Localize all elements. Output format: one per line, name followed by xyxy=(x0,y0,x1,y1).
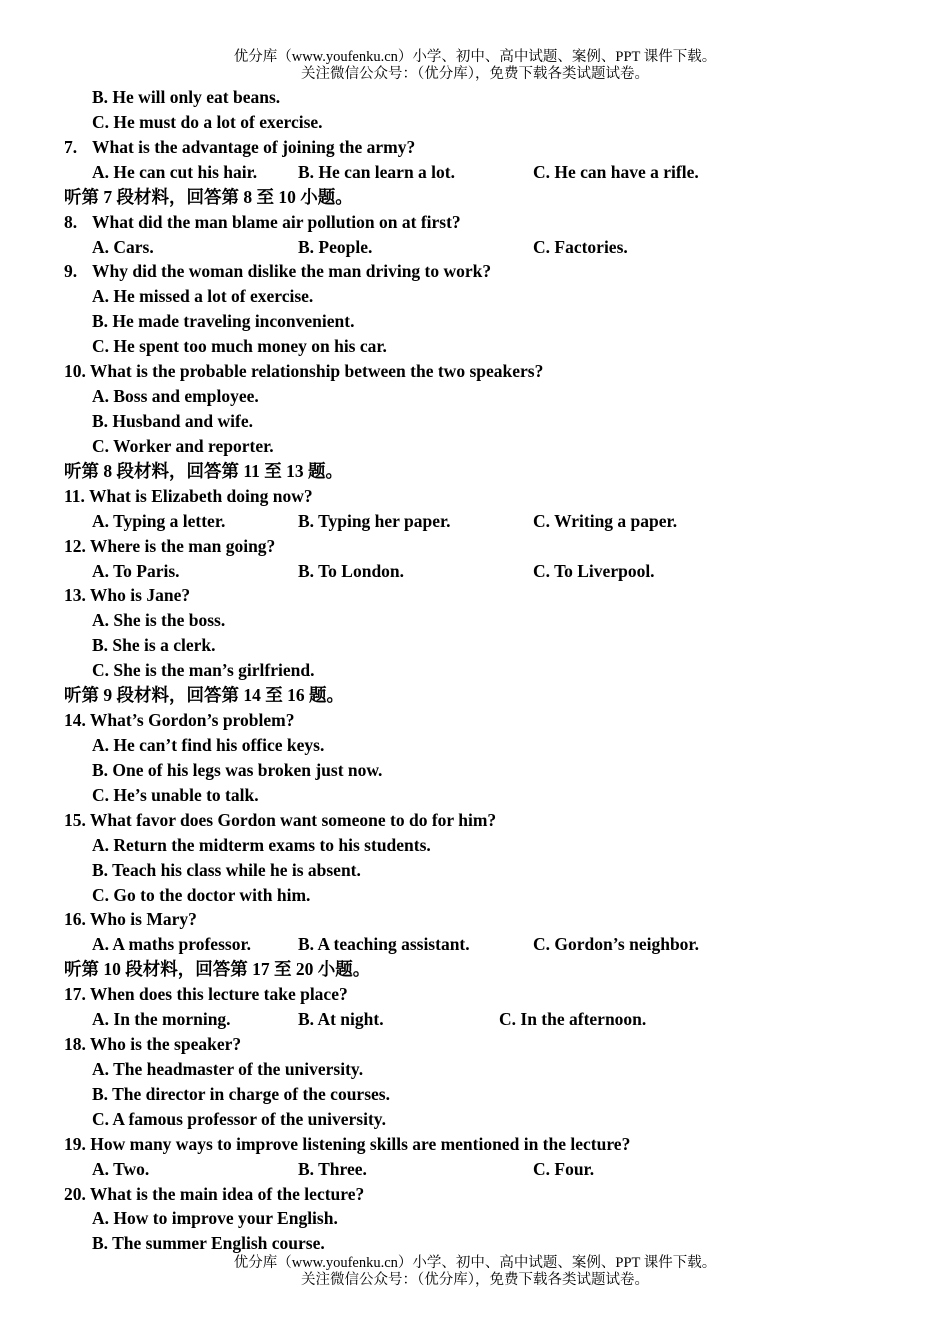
q14-option-c-line xyxy=(0,783,950,808)
q9-option-c: C. He spent too much money on his car. xyxy=(92,336,387,357)
q13-question xyxy=(0,583,950,608)
section-10-heading xyxy=(0,957,950,982)
q18-question xyxy=(0,1032,950,1057)
q9-option-c-line xyxy=(0,334,950,359)
q10-option-c: C. Worker and reporter. xyxy=(92,435,274,456)
q6-option-c: C. He must do a lot of exercise. xyxy=(92,111,323,132)
q10-option-c-line xyxy=(0,434,950,459)
q13-option-a-line xyxy=(0,608,950,633)
q12-option-b: B. To London. xyxy=(298,560,405,581)
q19-question xyxy=(0,1132,950,1157)
q16-option-b: B. A teaching assistant. xyxy=(298,934,470,955)
q7-options xyxy=(0,160,950,185)
q10-text: 10. What is the probable relationship between the two speakers? xyxy=(64,361,544,382)
q7-option-b: B. He can learn a lot. xyxy=(298,161,455,182)
q18-option-c-line xyxy=(0,1107,950,1132)
exam-content xyxy=(0,85,950,1256)
q18-option-a-line xyxy=(0,1057,950,1082)
q17-option-b: B. At night. xyxy=(298,1009,384,1030)
q14-option-a-line xyxy=(0,733,950,758)
q9-option-b: B. He made traveling inconvenient. xyxy=(92,311,355,332)
q18-option-b: B. The director in charge of the courses. xyxy=(92,1083,390,1104)
q16-options xyxy=(0,932,950,957)
q14-text: 14. What’s Gordon’s problem? xyxy=(64,710,295,731)
q11-option-a: A. Typing a letter. xyxy=(92,510,226,531)
section-7-heading xyxy=(0,185,950,210)
q15-option-b: B. Teach his class while he is absent. xyxy=(92,859,361,880)
q12-option-c: C. To Liverpool. xyxy=(533,560,655,581)
q19-option-c: C. Four. xyxy=(533,1158,595,1179)
q11-option-b: B. Typing her paper. xyxy=(298,510,451,531)
section-10-text: 听第 10 段材料，回答第 17 至 20 小题。 xyxy=(64,959,371,980)
q14-option-a: A. He can’t find his office keys. xyxy=(92,734,325,755)
q10-option-b-line xyxy=(0,409,950,434)
q7-number: 7. xyxy=(64,136,78,157)
q7-text: What is the advantage of joining the army? xyxy=(92,136,416,157)
q10-question xyxy=(0,359,950,384)
q9-question xyxy=(0,259,950,284)
q20-option-b: B. The summer English course. xyxy=(92,1233,325,1254)
q17-options xyxy=(0,1007,950,1032)
q14-option-c: C. He’s unable to talk. xyxy=(92,784,259,805)
q8-options xyxy=(0,235,950,260)
q11-question xyxy=(0,484,950,509)
q13-option-c: C. She is the man’s girlfriend. xyxy=(92,660,315,681)
q16-question xyxy=(0,907,950,932)
q8-option-a: A. Cars. xyxy=(92,236,154,257)
q17-option-c: C. In the afternoon. xyxy=(499,1009,647,1030)
q11-text: 11. What is Elizabeth doing now? xyxy=(64,485,313,506)
q12-options xyxy=(0,559,950,584)
q15-option-a-line xyxy=(0,833,950,858)
q12-question xyxy=(0,534,950,559)
q15-option-c: C. Go to the doctor with him. xyxy=(92,884,311,905)
q10-option-a-line xyxy=(0,384,950,409)
q16-option-a: A. A maths professor. xyxy=(92,934,251,955)
q13-option-c-line xyxy=(0,658,950,683)
section-9-heading xyxy=(0,683,950,708)
q19-option-b: B. Three. xyxy=(298,1158,367,1179)
section-8-heading xyxy=(0,459,950,484)
q20-option-b-line xyxy=(0,1231,950,1256)
q8-question xyxy=(0,210,950,235)
q7-question xyxy=(0,135,950,160)
section-8-text: 听第 8 段材料，回答第 11 至 13 题。 xyxy=(64,460,344,481)
q9-option-b-line xyxy=(0,309,950,334)
q6-option-b-line xyxy=(0,85,950,110)
q14-option-b: B. One of his legs was broken just now. xyxy=(92,759,383,780)
q10-option-b: B. Husband and wife. xyxy=(92,410,253,431)
header-line-1: 优分库（www.youfenku.cn）小学、初中、高中试题、案例、PPT 课件下载。 xyxy=(233,49,717,65)
q19-option-a: A. Two. xyxy=(92,1158,150,1179)
q17-question xyxy=(0,982,950,1007)
q10-option-a: A. Boss and employee. xyxy=(92,386,259,407)
q9-number: 9. xyxy=(64,261,78,282)
q6-option-b: B. He will only eat beans. xyxy=(92,87,281,107)
q9-text: Why did the woman dislike the man driving to work? xyxy=(92,261,492,282)
q18-option-b-line xyxy=(0,1082,950,1107)
q19-options xyxy=(0,1157,950,1182)
q17-option-a: A. In the morning. xyxy=(92,1009,231,1030)
q14-question xyxy=(0,708,950,733)
q16-text: 16. Who is Mary? xyxy=(64,909,197,930)
footer-line-1: 优分库（www.youfenku.cn）小学、初中、高中试题、案例、PPT 课件下载。 xyxy=(233,1255,717,1271)
q12-option-a: A. To Paris. xyxy=(92,560,180,581)
q12-text: 12. Where is the man going? xyxy=(64,535,276,556)
q19-text: 19. How many ways to improve listening skills are mentioned in the lecture? xyxy=(64,1133,631,1154)
footer-line-2: 关注微信公众号：（优分库），免费下载各类试题试卷。 xyxy=(301,1272,649,1288)
q15-option-c-line xyxy=(0,883,950,908)
header-line-2: 关注微信公众号：（优分库），免费下载各类试题试卷。 xyxy=(301,66,649,82)
q18-option-c: C. A famous professor of the university. xyxy=(92,1108,386,1129)
q7-option-a: A. He can cut his hair. xyxy=(92,161,258,182)
q20-option-a: A. How to improve your English. xyxy=(92,1208,338,1229)
q6-option-c-line xyxy=(0,110,950,135)
q8-option-c: C. Factories. xyxy=(533,236,628,257)
q15-option-b-line xyxy=(0,858,950,883)
q8-number: 8. xyxy=(64,211,78,232)
q13-option-b-line xyxy=(0,633,950,658)
q8-option-b: B. People. xyxy=(298,236,373,257)
q9-option-a: A. He missed a lot of exercise. xyxy=(92,286,314,307)
q17-text: 17. When does this lecture take place? xyxy=(64,984,348,1005)
q8-text: What did the man blame air pollution on at first? xyxy=(92,211,461,232)
q7-option-c: C. He can have a rifle. xyxy=(533,161,699,182)
section-7-text: 听第 7 段材料，回答第 8 至 10 小题。 xyxy=(64,186,353,207)
q20-text: 20. What is the main idea of the lecture? xyxy=(64,1183,365,1204)
q14-option-b-line xyxy=(0,758,950,783)
q11-option-c: C. Writing a paper. xyxy=(533,510,678,531)
section-9-text: 听第 9 段材料，回答第 14 至 16 题。 xyxy=(64,685,344,706)
q13-option-b: B. She is a clerk. xyxy=(92,635,216,656)
q20-question xyxy=(0,1182,950,1207)
q18-option-a: A. The headmaster of the university. xyxy=(92,1058,364,1079)
q15-text: 15. What favor does Gordon want someone to do for him? xyxy=(64,809,497,830)
q15-question xyxy=(0,808,950,833)
q16-option-c: C. Gordon’s neighbor. xyxy=(533,934,699,955)
q13-text: 13. Who is Jane? xyxy=(64,585,191,606)
q9-option-a-line xyxy=(0,284,950,309)
q20-option-a-line xyxy=(0,1206,950,1231)
q15-option-a: A. Return the midterm exams to his students. xyxy=(92,834,431,855)
q18-text: 18. Who is the speaker? xyxy=(64,1034,242,1055)
q13-option-a: A. She is the boss. xyxy=(92,610,226,631)
page-header xyxy=(0,49,950,83)
q11-options xyxy=(0,509,950,534)
page-footer xyxy=(0,1255,950,1289)
